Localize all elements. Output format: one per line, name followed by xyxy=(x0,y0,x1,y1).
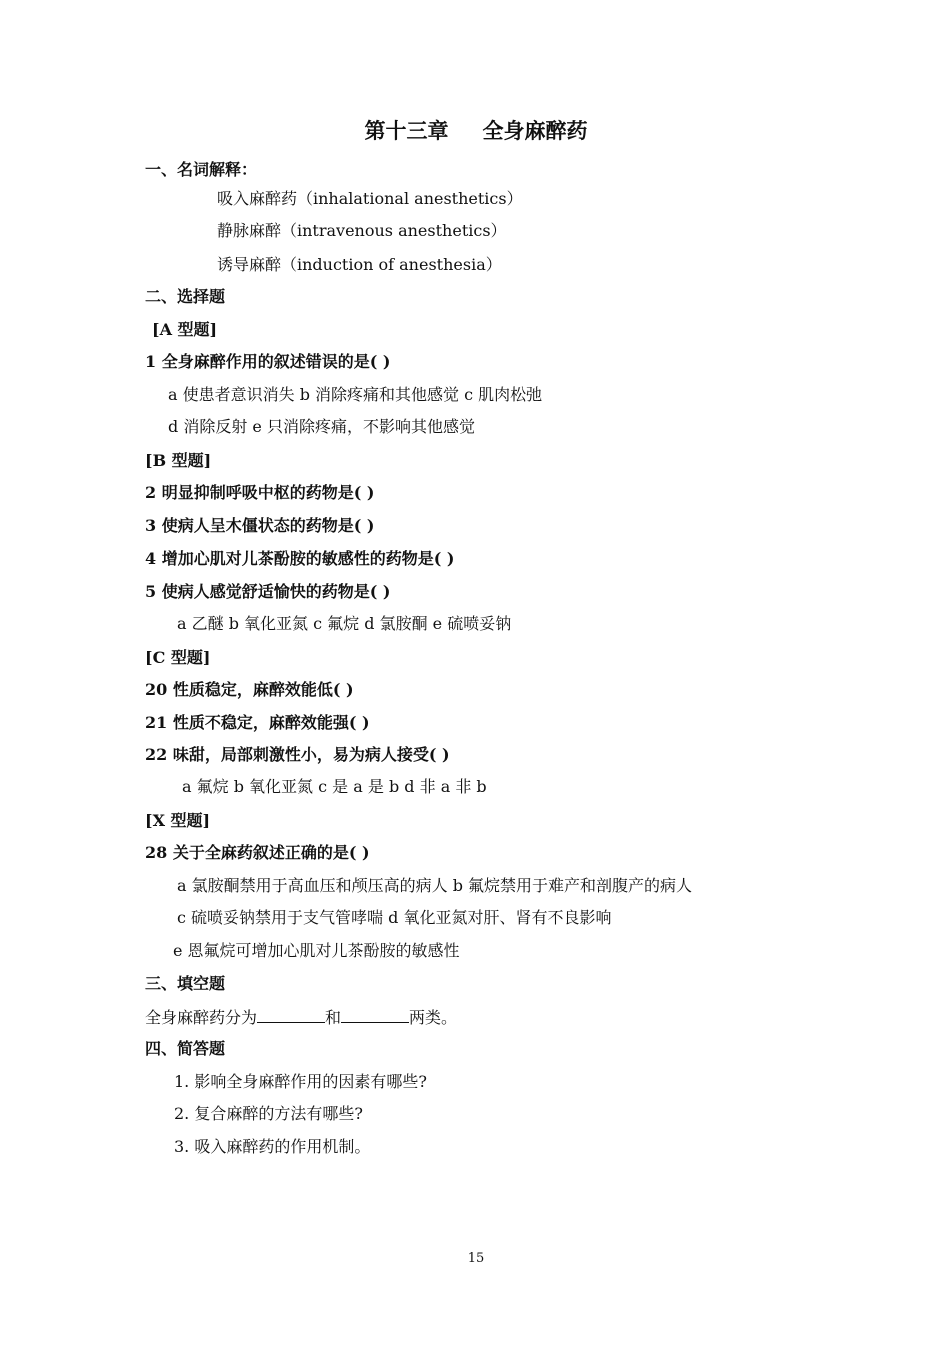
chapter-number: 第十三章 xyxy=(364,118,449,143)
chapter-name: 全身麻醉药 xyxy=(482,118,588,143)
question-20: 20 性质稳定，麻醉效能低( ) xyxy=(145,680,354,699)
term-item: 吸入麻醉药（inhalational anesthetics） xyxy=(217,189,523,208)
section-heading-choice: 二、选择题 xyxy=(145,287,226,306)
answer-blank[interactable] xyxy=(341,1007,409,1023)
fill-middle: 和 xyxy=(325,1008,342,1027)
page-number: 15 xyxy=(467,1251,485,1266)
fill-suffix: 两类。 xyxy=(409,1008,458,1027)
answer-blank[interactable] xyxy=(257,1007,325,1023)
section-heading-short-answer: 四、简答题 xyxy=(145,1039,226,1058)
type-b-options: a 乙醚 b 氧化亚氮 c 氟烷 d 氯胺酮 e 硫喷妥钠 xyxy=(177,614,512,633)
question-28-options: a 氯胺酮禁用于高血压和颅压高的病人 b 氟烷禁用于难产和剖腹产的病人 xyxy=(177,876,693,895)
type-a-label: [A 型题] xyxy=(152,320,218,339)
fill-prefix: 全身麻醉药分为 xyxy=(145,1008,258,1027)
type-b-label: [B 型题] xyxy=(145,451,212,470)
question-28-options: c 硫喷妥钠禁用于支气管哮喘 d 氧化亚氮对肝、肾有不良影响 xyxy=(177,908,612,927)
question-3: 3 使病人呈木僵状态的药物是( ) xyxy=(145,516,375,535)
fill-in-sentence xyxy=(145,1007,457,1028)
question-28-options: e 恩氟烷可增加心肌对儿茶酚胺的敏感性 xyxy=(173,941,460,960)
question-28: 28 关于全麻药叙述正确的是( ) xyxy=(145,843,370,862)
question-1: 1 全身麻醉作用的叙述错误的是( ) xyxy=(145,352,391,371)
short-answer-question: 2. 复合麻醉的方法有哪些? xyxy=(174,1104,363,1123)
type-c-label: [C 型题] xyxy=(145,648,211,667)
section-heading-fill: 三、填空题 xyxy=(145,974,226,993)
question-21: 21 性质不稳定，麻醉效能强( ) xyxy=(145,713,370,732)
question-5: 5 使病人感觉舒适愉快的药物是( ) xyxy=(145,582,391,601)
chapter-title xyxy=(0,118,952,144)
short-answer-question: 1. 影响全身麻醉作用的因素有哪些? xyxy=(174,1072,427,1091)
question-1-options: a 使患者意识消失 b 消除疼痛和其他感觉 c 肌肉松弛 xyxy=(168,385,543,404)
type-c-options: a 氟烷 b 氧化亚氮 c 是 a 是 b d 非 a 非 b xyxy=(182,777,487,796)
question-2: 2 明显抑制呼吸中枢的药物是( ) xyxy=(145,483,375,502)
term-item: 诱导麻醉（induction of anesthesia） xyxy=(217,255,502,274)
term-item: 静脉麻醉（intravenous anesthetics） xyxy=(217,221,507,240)
section-heading-terms: 一、名词解释： xyxy=(145,160,258,179)
type-x-label: [X 型题] xyxy=(145,811,211,830)
question-22: 22 味甜，局部刺激性小，易为病人接受( ) xyxy=(145,745,450,764)
question-4: 4 增加心肌对儿茶酚胺的敏感性的药物是( ) xyxy=(145,549,455,568)
question-1-options: d 消除反射 e 只消除疼痛，不影响其他感觉 xyxy=(168,417,475,436)
short-answer-question: 3. 吸入麻醉药的作用机制。 xyxy=(174,1137,371,1156)
